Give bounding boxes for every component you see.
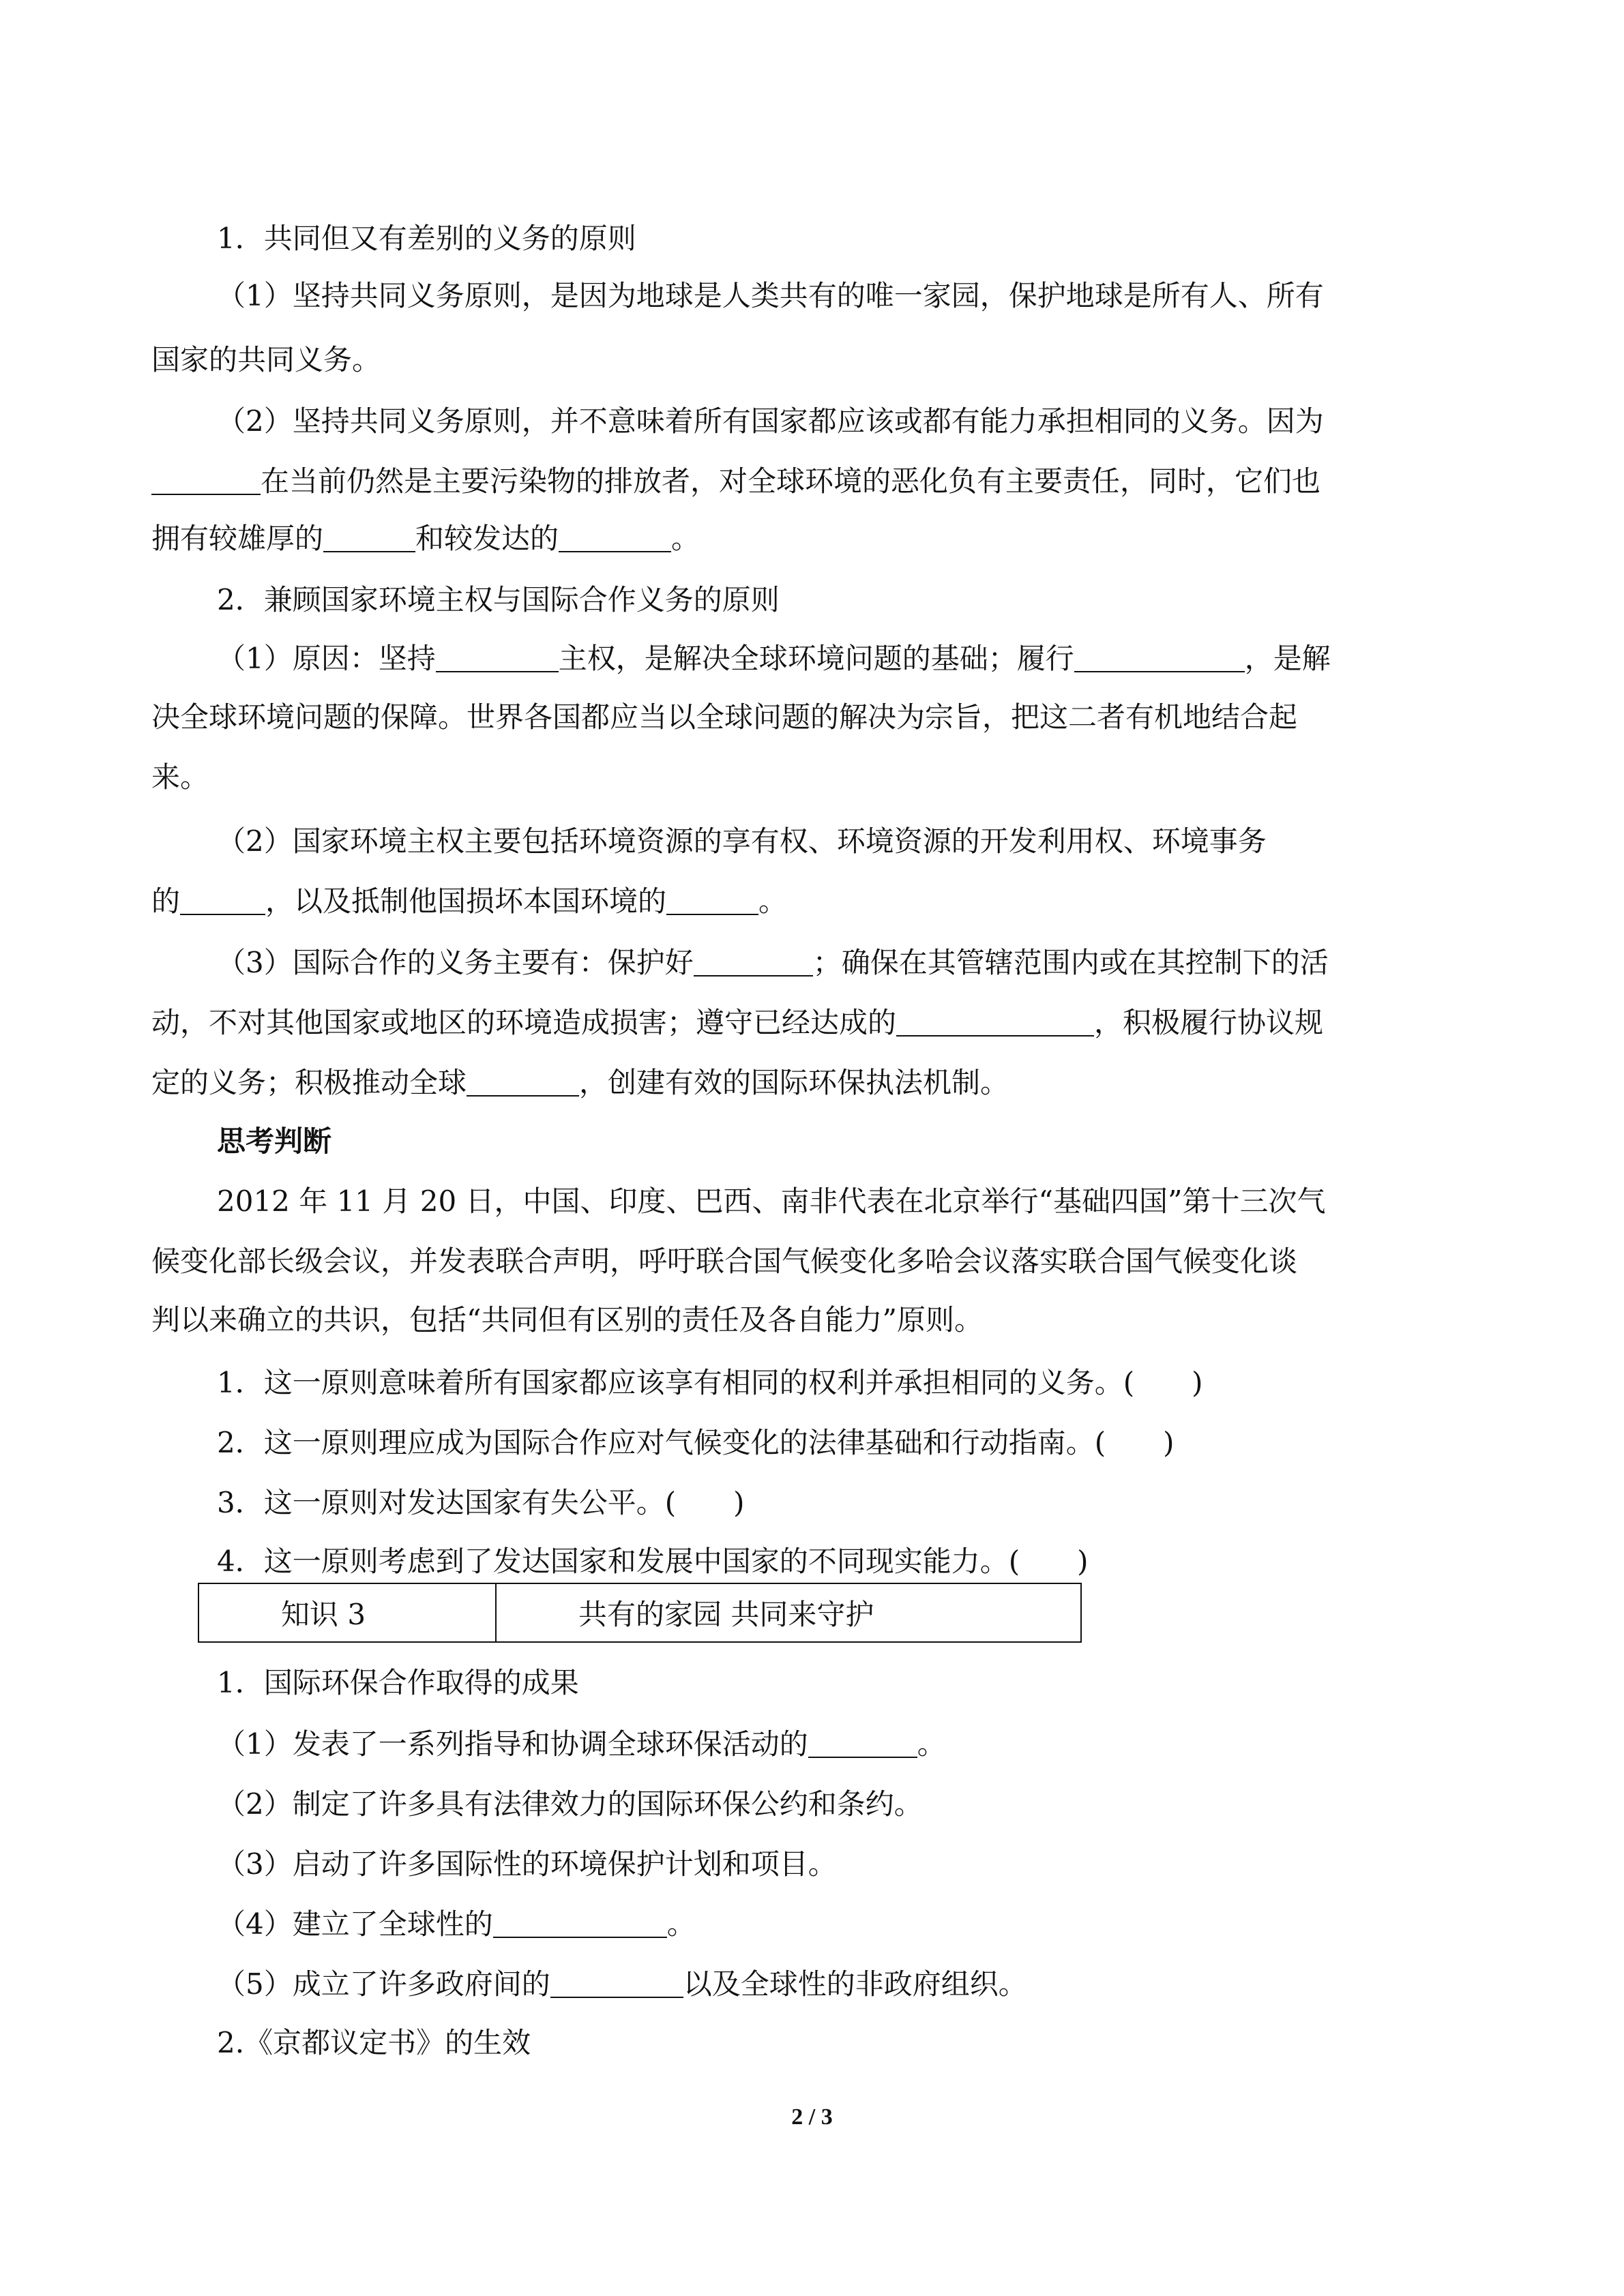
fill-blank[interactable] <box>1074 644 1245 672</box>
text: 决全球环境问题的保障。世界各国都应当以全球问题的解决为宗旨，把这二者有机地结合起 <box>151 700 1298 734</box>
question-item <box>217 1424 1175 1462</box>
text: 2．这一原则理应成为国际合作应对气候变化的法律基础和行动指南。( ) <box>217 1426 1175 1459</box>
text: （1）原因：坚持 <box>217 642 436 675</box>
knowledge-label: 知识 3 <box>199 1584 497 1641</box>
text: （2）坚持共同义务原则，并不意味着所有国家都应该或都有能力承担相同的义务。因为 <box>217 404 1324 438</box>
fill-blank[interactable] <box>808 1729 917 1758</box>
question-item <box>217 1484 745 1522</box>
text-line <box>151 882 787 921</box>
text: （1）发表了一系列指导和协调全球环保活动的 <box>217 1727 808 1761</box>
text-line <box>217 277 1324 315</box>
text-line <box>217 581 780 619</box>
text-line <box>217 1725 946 1763</box>
text: （5）成立了许多政府间的 <box>217 1967 550 2001</box>
text: 1．国际环保合作取得的成果 <box>217 1666 579 1699</box>
text: 。 <box>666 1907 696 1941</box>
text-line <box>151 758 209 796</box>
text-line <box>151 520 700 558</box>
text: 2.《京都议定书》的生效 <box>217 2026 531 2059</box>
fill-blank[interactable] <box>896 1008 1094 1037</box>
text: 1．这一原则意味着所有国家都应该享有相同的权利并承担相同的义务。( ) <box>217 1366 1203 1399</box>
text: ，创建有效的国际环保执法机制。 <box>579 1066 1009 1099</box>
text: ，以及抵制他国损坏本国环境的 <box>265 884 667 918</box>
text-line <box>217 1664 579 1702</box>
knowledge-box <box>198 1583 1082 1643</box>
text: 2012 年 11 月 20 日，中国、印度、巴西、南非代表在北京举行“基础四国”第十三次气 <box>217 1184 1326 1218</box>
text: 定的义务；积极推动全球 <box>151 1066 467 1099</box>
knowledge-title: 共有的家园 共同来守护 <box>578 1598 874 1631</box>
text: （3）启动了许多国际性的环境保护计划和项目。 <box>217 1847 837 1881</box>
text-line <box>217 2024 531 2062</box>
text: 3．这一原则对发达国家有失公平。( ) <box>217 1486 745 1519</box>
text: 2．兼顾国家环境主权与国际合作义务的原则 <box>217 583 780 616</box>
text: （3）国际合作的义务主要有：保护好 <box>217 946 694 979</box>
text: 以及全球性的非政府组织。 <box>683 1967 1027 2001</box>
text: （1）坚持共同义务原则，是因为地球是人类共有的唯一家园，保护地球是所有人、所有 <box>217 279 1324 312</box>
text: 拥有较雄厚的 <box>151 522 324 555</box>
page-number: 2 / 3 <box>791 2104 833 2130</box>
text-line <box>151 1064 1009 1102</box>
text: 。 <box>917 1727 946 1761</box>
text-line <box>217 1905 696 1943</box>
fill-blank[interactable] <box>467 1068 579 1097</box>
text: 动，不对其他国家或地区的环境造成损害；遵守已经达成的 <box>151 1006 897 1039</box>
text: ，是解 <box>1244 642 1331 675</box>
text: 和较发达的 <box>415 522 559 555</box>
text: （4）建立了全球性的 <box>217 1907 493 1941</box>
question-item <box>217 1542 1089 1581</box>
fill-blank[interactable] <box>694 948 813 976</box>
text: （2）制定了许多具有法律效力的国际环保公约和条约。 <box>217 1787 923 1821</box>
text-line <box>217 1182 1325 1221</box>
text-line <box>217 402 1324 441</box>
text: 的 <box>151 884 181 918</box>
text-line <box>217 1965 1027 2003</box>
text: 判以来确立的共识，包括“共同但有区别的责任及各自能力”原则。 <box>151 1303 983 1337</box>
text-line <box>217 640 1331 678</box>
text: 主权，是解决全球环境问题的基础；履行 <box>558 642 1074 675</box>
text: 来。 <box>151 760 209 794</box>
fill-blank[interactable] <box>323 524 415 552</box>
text: 国家的共同义务。 <box>151 343 381 376</box>
text: 4．这一原则考虑到了发达国家和发展中国家的不同现实能力。( ) <box>217 1545 1089 1578</box>
fill-blank[interactable] <box>493 1909 667 1938</box>
text-line <box>151 341 381 379</box>
text-line <box>217 220 636 258</box>
fill-blank[interactable] <box>550 1969 683 1998</box>
text: ；确保在其管辖范围内或在其控制下的活 <box>812 946 1329 979</box>
text-line <box>151 698 1297 736</box>
text: 1．共同但又有差别的义务的原则 <box>217 222 636 255</box>
text-line <box>217 944 1329 982</box>
text-line <box>151 1004 1323 1042</box>
text-line <box>151 1301 983 1339</box>
fill-blank[interactable] <box>666 886 758 915</box>
text-line <box>217 822 1267 861</box>
text-line <box>217 1785 923 1823</box>
text: 思考判断 <box>217 1124 332 1158</box>
text-line <box>151 1242 1297 1281</box>
text-line <box>217 1845 837 1883</box>
text: 。 <box>758 884 788 918</box>
fill-blank[interactable] <box>151 466 261 495</box>
fill-blank[interactable] <box>180 886 265 915</box>
text: 。 <box>671 522 700 555</box>
text: 候变化部长级会议，并发表联合声明，呼吁联合国气候变化多哈会议落实联合国气候变化谈 <box>151 1244 1298 1278</box>
fill-blank[interactable] <box>436 644 559 672</box>
question-item <box>217 1364 1203 1402</box>
text: ，积极履行协议规 <box>1094 1006 1324 1039</box>
text: （2）国家环境主权主要包括环境资源的享有权、环境资源的开发利用权、环境事务 <box>217 824 1267 858</box>
text-line <box>151 462 1320 501</box>
text: 在当前仍然是主要污染物的排放者，对全球环境的恶化负有主要责任，同时，它们也 <box>261 464 1321 498</box>
fill-blank[interactable] <box>559 524 671 552</box>
section-heading <box>217 1122 331 1161</box>
